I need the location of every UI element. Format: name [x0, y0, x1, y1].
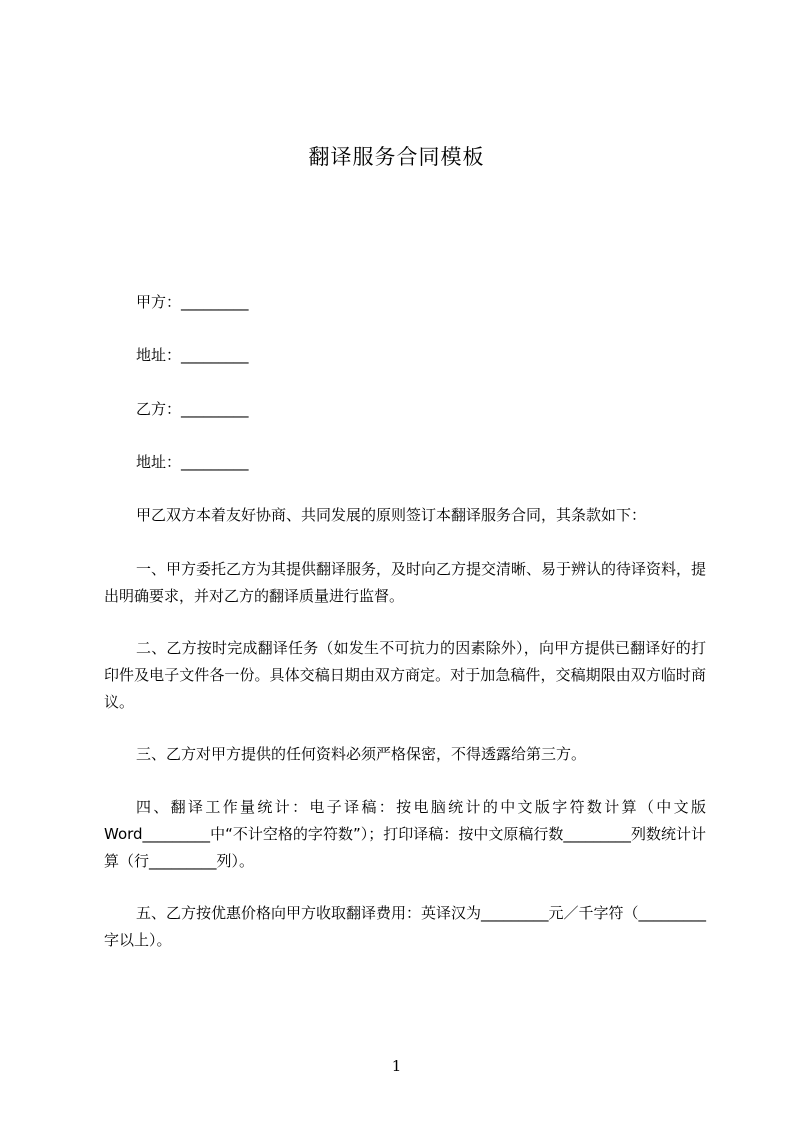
- party-a-address-field: 地址：_________: [136, 346, 249, 364]
- document-title: 翻译服务合同模板: [308, 145, 485, 169]
- party-b-address-field: 地址：_________: [136, 453, 249, 471]
- clause-5: 五、乙方按优惠价格向甲方收取翻译费用：英译汉为_________元／千字符（_________字以上）。: [104, 904, 707, 949]
- clause-3: 三、乙方对甲方提供的任何资料必须严格保密，不得透露给第三方。: [136, 745, 587, 763]
- party-a-field: 甲方：_________: [136, 293, 249, 311]
- clause-1: 一、甲方委托乙方为其提供翻译服务，及时向乙方提交清晰、易于辨认的待译资料，提出明确要求，并对乙方的翻译质量进行监督。: [104, 560, 707, 605]
- party-b-field: 乙方：_________: [136, 400, 249, 418]
- page-number: 1: [391, 1057, 402, 1075]
- intro-paragraph: 甲乙双方本着友好协商、共同发展的原则签订本翻译服务合同，其条款如下：: [136, 506, 647, 524]
- clause-4: 四、翻译工作量统计：电子译稿：按电脑统计的中文版字符数计算（中文版Word_________中“不计空格的字符数”）；打印译稿：按中文原稿行数_________列数统计计算（行_________列）。: [104, 798, 706, 870]
- clause-2: 二、乙方按时完成翻译任务（如发生不可抗力的因素除外），向甲方提供已翻译好的打印件及电子文件各一份。具体交稿日期由双方商定。对于加急稿件，交稿期限由双方临时商议。: [104, 639, 706, 711]
